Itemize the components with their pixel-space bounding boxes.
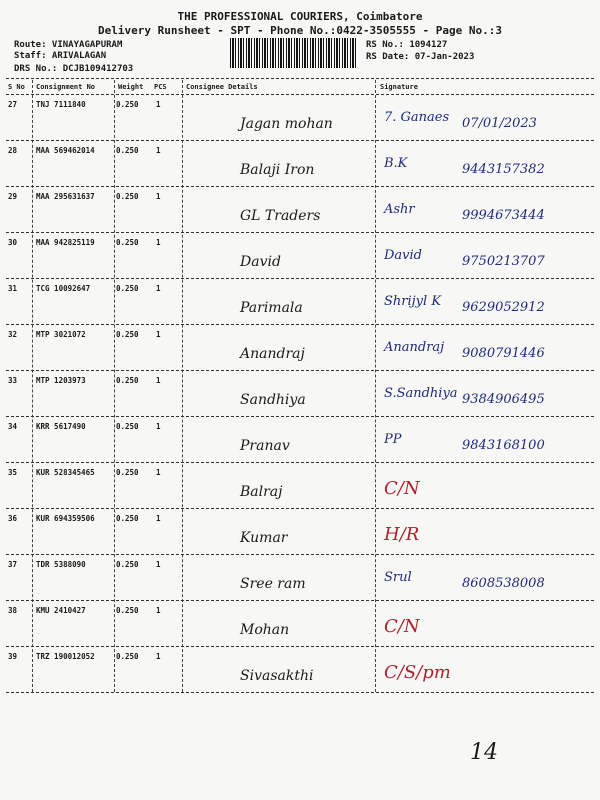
- row-consignment-no: KRR 5617490: [36, 422, 86, 431]
- row-consignee-name: Pranav: [240, 438, 290, 454]
- row-consignment-no: KUR 528345465: [36, 468, 95, 477]
- row-separator: [6, 600, 594, 601]
- row-pcs: 1: [156, 422, 161, 431]
- row-consignment-no: TNJ 7111840: [36, 100, 86, 109]
- row-signature: H/R: [384, 524, 420, 545]
- row-sno: 32: [8, 330, 18, 339]
- row-pcs: 1: [156, 468, 161, 477]
- row-separator: [6, 554, 594, 555]
- row-sno: 27: [8, 100, 18, 109]
- col-pcs: PCS: [154, 83, 167, 91]
- row-pcs: 1: [156, 652, 161, 661]
- row-signature: C/N: [384, 616, 420, 637]
- row-signature-note: 07/01/2023: [462, 116, 537, 131]
- barcode-image: [230, 38, 358, 68]
- row-sno: 38: [8, 606, 18, 615]
- row-sno: 28: [8, 146, 18, 155]
- row-weight: 0.250: [116, 192, 139, 201]
- row-signature-note: 9443157382: [462, 162, 545, 177]
- rs-number: RS No.: 1094127: [366, 40, 448, 50]
- row-separator: [6, 462, 594, 463]
- row-consignee-name: Sandhiya: [240, 392, 306, 408]
- header-top-rule: [6, 78, 594, 79]
- row-separator: [6, 232, 594, 233]
- row-consignee-name: David: [240, 254, 281, 270]
- row-signature: S.Sandhiya: [384, 386, 458, 401]
- header-bottom-rule: [6, 94, 594, 95]
- company-title: THE PROFESSIONAL COURIERS, Coimbatore: [177, 10, 423, 23]
- row-consignment-no: MAA 569462014: [36, 146, 95, 155]
- row-separator: [6, 278, 594, 279]
- route-label: Route: VINAYAGAPURAM: [14, 40, 123, 50]
- row-consignee-name: Balaji Iron: [240, 162, 315, 178]
- row-signature: 7. Ganaes: [384, 110, 450, 125]
- row-consignment-no: MTP 1203973: [36, 376, 86, 385]
- row-separator: [6, 646, 594, 647]
- row-sno: 36: [8, 514, 18, 523]
- row-consignment-no: TCG 10092647: [36, 284, 91, 293]
- row-pcs: 1: [156, 100, 161, 109]
- row-separator: [6, 692, 594, 693]
- row-separator: [6, 416, 594, 417]
- row-weight: 0.250: [116, 146, 139, 155]
- row-consignee-name: Kumar: [240, 530, 288, 546]
- row-signature-note: 9994673444: [462, 208, 545, 223]
- row-signature: B.K: [384, 156, 408, 171]
- drs-number: DRS No.: DCJB109412703: [14, 64, 134, 74]
- row-consignee-name: Balraj: [240, 484, 283, 500]
- row-weight: 0.250: [116, 560, 139, 569]
- row-consignment-no: MTP 3021072: [36, 330, 86, 339]
- staff-label: Staff: ARIVALAGAN: [14, 51, 107, 61]
- row-sno: 29: [8, 192, 18, 201]
- row-separator: [6, 370, 594, 371]
- row-pcs: 1: [156, 330, 161, 339]
- row-signature: C/S/pm: [384, 662, 451, 683]
- row-pcs: 1: [156, 514, 161, 523]
- row-signature-note: 9750213707: [462, 254, 545, 269]
- row-consignment-no: KMU 2410427: [36, 606, 86, 615]
- row-sno: 34: [8, 422, 18, 431]
- row-consignee-name: Parimala: [240, 300, 303, 316]
- row-consignee-name: GL Traders: [240, 208, 321, 224]
- row-signature-note: 9080791446: [462, 346, 545, 361]
- row-weight: 0.250: [116, 376, 139, 385]
- row-consignee-name: Anandraj: [240, 346, 305, 362]
- row-separator: [6, 324, 594, 325]
- row-weight: 0.250: [116, 284, 139, 293]
- row-pcs: 1: [156, 284, 161, 293]
- row-pcs: 1: [156, 192, 161, 201]
- footer-handwritten-mark: 14: [470, 740, 498, 765]
- row-signature-note: 9384906495: [462, 392, 545, 407]
- row-pcs: 1: [156, 146, 161, 155]
- col-signature: Signature: [380, 83, 418, 91]
- row-sno: 35: [8, 468, 18, 477]
- row-weight: 0.250: [116, 652, 139, 661]
- row-consignment-no: KUR 694359506: [36, 514, 95, 523]
- col-consignee: Consignee Details: [186, 83, 258, 91]
- row-signature: Ashr: [384, 202, 415, 217]
- row-weight: 0.250: [116, 100, 139, 109]
- runsheet-title: Delivery Runsheet - SPT - Phone No.:0422-3505555 - Page No.:3: [98, 24, 502, 37]
- row-signature: Srul: [384, 570, 412, 585]
- row-weight: 0.250: [116, 514, 139, 523]
- row-signature: Shrijyl K: [384, 294, 442, 309]
- row-weight: 0.250: [116, 468, 139, 477]
- row-signature: PP: [384, 432, 402, 447]
- row-pcs: 1: [156, 376, 161, 385]
- row-pcs: 1: [156, 560, 161, 569]
- row-weight: 0.250: [116, 238, 139, 247]
- row-separator: [6, 140, 594, 141]
- row-consignee-name: Sivasakthi: [240, 668, 314, 684]
- row-consignment-no: TDR 5388090: [36, 560, 86, 569]
- row-consignee-name: Jagan mohan: [240, 116, 333, 132]
- row-consignment-no: MAA 942825119: [36, 238, 95, 247]
- row-pcs: 1: [156, 606, 161, 615]
- row-signature: C/N: [384, 478, 420, 499]
- col-sno: S No: [8, 83, 25, 91]
- row-signature-note: 8608538008: [462, 576, 545, 591]
- row-signature: Anandraj: [384, 340, 445, 355]
- row-signature: David: [384, 248, 422, 263]
- row-consignee-name: Sree ram: [240, 576, 306, 592]
- rs-date: RS Date: 07-Jan-2023: [366, 52, 475, 62]
- row-pcs: 1: [156, 238, 161, 247]
- row-sno: 31: [8, 284, 18, 293]
- col-consignment: Consignment No: [36, 83, 96, 91]
- row-sno: 30: [8, 238, 18, 247]
- row-weight: 0.250: [116, 606, 139, 615]
- row-signature-note: 9629052912: [462, 300, 545, 315]
- row-sno: 33: [8, 376, 18, 385]
- row-separator: [6, 508, 594, 509]
- row-sno: 37: [8, 560, 18, 569]
- row-consignee-name: Mohan: [240, 622, 290, 638]
- row-consignment-no: TRZ 190012052: [36, 652, 95, 661]
- row-signature-note: 9843168100: [462, 438, 545, 453]
- row-sno: 39: [8, 652, 18, 661]
- row-weight: 0.250: [116, 330, 139, 339]
- row-weight: 0.250: [116, 422, 139, 431]
- row-consignment-no: MAA 295631637: [36, 192, 95, 201]
- row-separator: [6, 186, 594, 187]
- col-weight: Weight: [118, 83, 144, 91]
